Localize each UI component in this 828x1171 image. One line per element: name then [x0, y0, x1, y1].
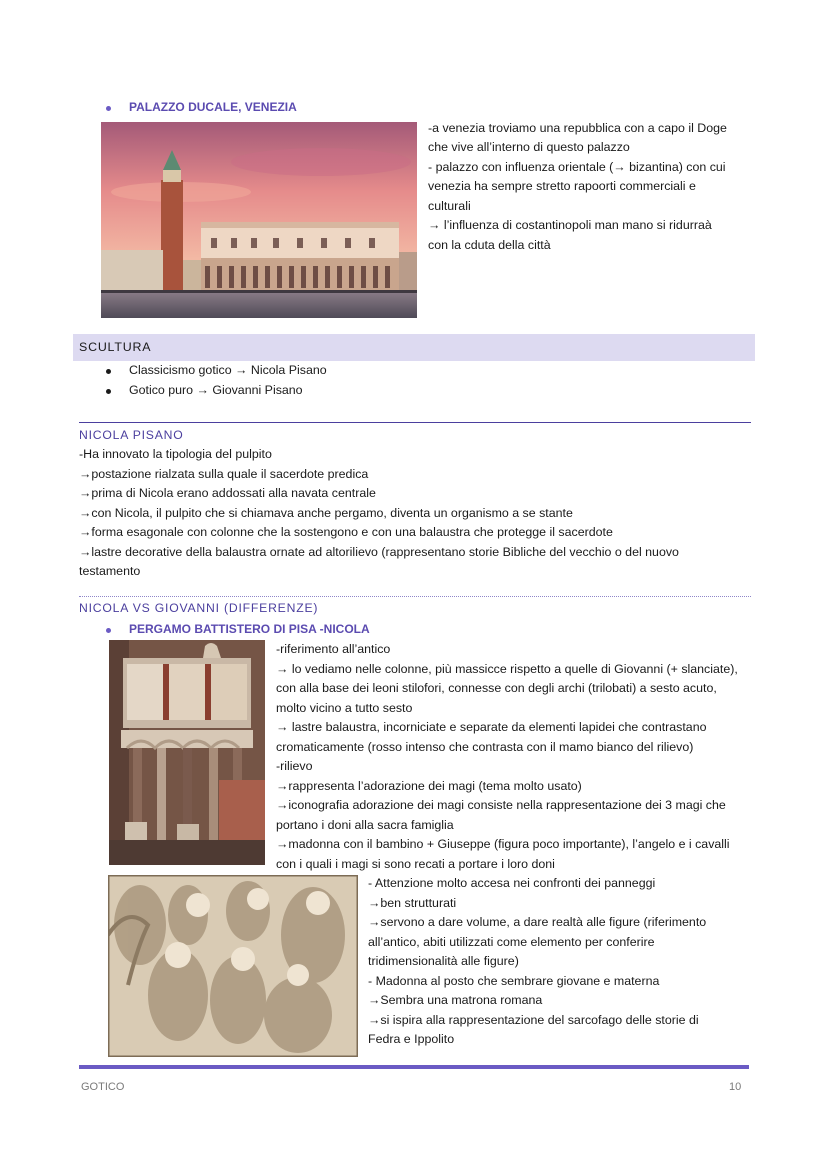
text-line: → lastre balaustra, incorniciate e separate da elementi lapidei che contrastano [276, 720, 707, 734]
vs-heading: NICOLA VS GIOVANNI (DIFFERENZE) [79, 601, 319, 615]
text-line: molto vicino a tutto sesto [276, 701, 413, 715]
bullet-icon [106, 369, 111, 374]
scultura-band [73, 334, 755, 361]
text-line: Fedra e Ippolito [368, 1032, 455, 1046]
footer-rule [79, 1065, 749, 1069]
text-line: -Ha innovato la tipologia del pulpito [79, 447, 272, 461]
text-line: →lastre decorative della balaustra ornate ad altorilievo (rappresentano storie Bibliche del vecchio o del nuovo [79, 545, 679, 559]
text-line: culturali [428, 199, 471, 213]
text-line: con la cduta della città [428, 238, 551, 252]
text-line: -riferimento all’antico [276, 642, 391, 656]
bullet-icon [106, 628, 111, 633]
text-line: → l’influenza di costantinopoli man mano si ridurraà [428, 218, 712, 232]
bullet-icon [106, 389, 111, 394]
text-line: →ben strutturati [368, 896, 457, 910]
dotted-divider [79, 596, 751, 597]
text-line: →postazione rialzata sulla quale il sacerdote predica [79, 467, 369, 481]
vs-subheading: PERGAMO BATTISTERO DI PISA -NICOLA [129, 622, 370, 636]
text-line: testamento [79, 564, 141, 578]
text-line: tridimensionalità alle figure) [368, 954, 519, 968]
nicola-heading: NICOLA PISANO [79, 428, 184, 442]
text-line: portano i doni alla sacra famiglia [276, 818, 454, 832]
palazzo-ducale-image [101, 122, 417, 318]
text-line: →rappresenta l’adorazione dei magi (tema molto usato) [276, 779, 582, 793]
text-line: →servono a dare volume, a dare realtà alle figure (riferimento [368, 915, 707, 929]
text-line: -a venezia troviamo una repubblica con a capo il Doge [428, 121, 727, 135]
scultura-heading: SCULTURA [79, 340, 152, 354]
scultura-item: Gotico puro → Giovanni Pisano [129, 383, 303, 397]
text-line: con i quali i magi si sono recati a portare i loro doni [276, 857, 555, 871]
text-line: che vive all’interno di questo palazzo [428, 140, 630, 154]
text-line: →Sembra una matrona romana [368, 993, 543, 1007]
adoration-relief-image [108, 875, 358, 1057]
bullet-icon [106, 106, 111, 111]
text-line: - Madonna al posto che sembrare giovane e materna [368, 974, 660, 988]
text-line: →iconografia adorazione dei magi consiste nella rappresentazione dei 3 magi che [276, 798, 726, 812]
text-line: →si ispira alla rappresentazione del sarcofago delle storie di [368, 1013, 699, 1027]
text-line: - Attenzione molto accesa nei confronti dei panneggi [368, 876, 656, 890]
section-divider [79, 422, 751, 423]
text-line: cromaticamente (rosso intenso che contrasta con il mamo bianco del rilievo) [276, 740, 694, 754]
text-line: all’antico, abiti utilizzati come elemento per conferire [368, 935, 655, 949]
page-number: 10 [729, 1081, 742, 1093]
text-line: →forma esagonale con colonne che la sostengono e con una balaustra che protegge il sacerdote [79, 525, 613, 539]
text-line: →prima di Nicola erano addossati alla navata centrale [79, 486, 376, 500]
text-line: venezia ha sempre stretto rapoorti commerciali e [428, 179, 696, 193]
text-line: con alla base dei leoni stilofori, connesse con degli archi (trilobati) a sesto acuto, [276, 681, 717, 695]
pulpit-image [109, 640, 265, 865]
text-line: → lo vediamo nelle colonne, più massicce rispetto a quelle di Giovanni (+ slanciate), [276, 662, 738, 676]
text-line: →con Nicola, il pulpito che si chiamava anche pergamo, diventa un organismo a se stante [79, 506, 573, 520]
footer-title: GOTICO [81, 1081, 125, 1093]
text-line: -rilievo [276, 759, 313, 773]
scultura-item: Classicismo gotico → Nicola Pisano [129, 363, 327, 377]
text-line: - palazzo con influenza orientale (→ bizantina) con cui [428, 160, 726, 174]
palazzo-heading: PALAZZO DUCALE, VENEZIA [129, 100, 297, 114]
text-line: →madonna con il bambino + Giuseppe (figura poco importante), l’angelo e i cavalli [276, 837, 730, 851]
